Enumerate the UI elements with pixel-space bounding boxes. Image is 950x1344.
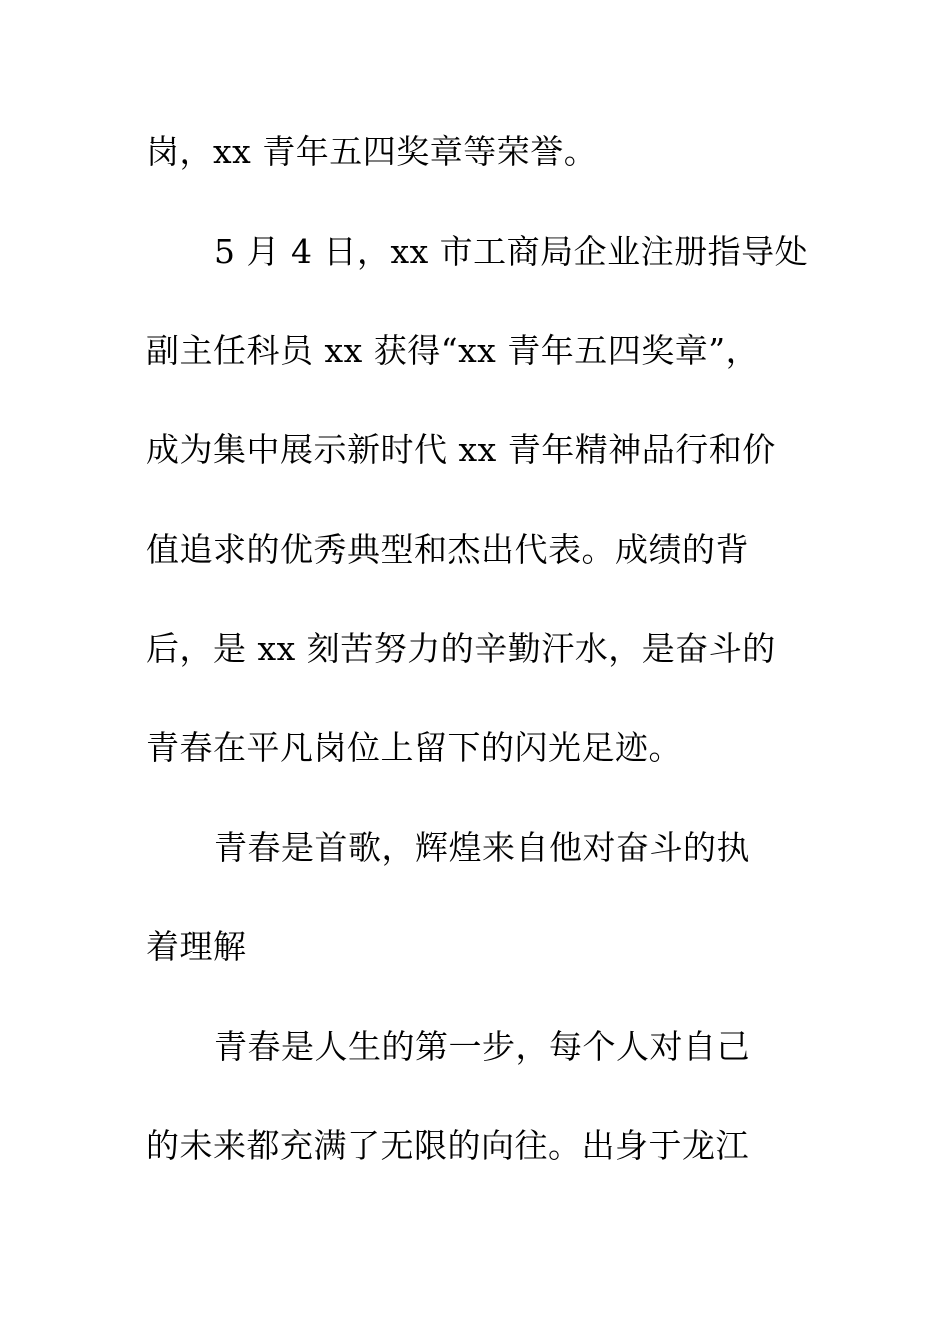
- text-line-9: 着理解: [146, 927, 247, 966]
- text-line-1: 岗，xx 青年五四奖章等荣誉。: [146, 132, 598, 171]
- text-line-7: 青春在平凡岗位上留下的闪光足迹。: [146, 728, 682, 767]
- text-line-4: 成为集中展示新时代 xx 青年精神品行和价: [146, 430, 776, 469]
- text-line-3: 副主任科员 xx 获得“xx 青年五四奖章”，: [146, 331, 760, 370]
- text-line-2: 5 月 4 日，xx 市工商局企业注册指导处: [214, 232, 809, 271]
- text-line-6: 后，是 xx 刻苦努力的辛勤汗水，是奋斗的: [146, 629, 776, 668]
- text-line-8: 青春是首歌，辉煌来自他对奋斗的执: [214, 828, 750, 867]
- text-line-10: 青春是人生的第一步，每个人对自己: [214, 1027, 750, 1066]
- text-line-11: 的未来都充满了无限的向往。出身于龙江: [146, 1126, 749, 1165]
- text-line-5: 值追求的优秀典型和杰出代表。成绩的背: [146, 530, 749, 569]
